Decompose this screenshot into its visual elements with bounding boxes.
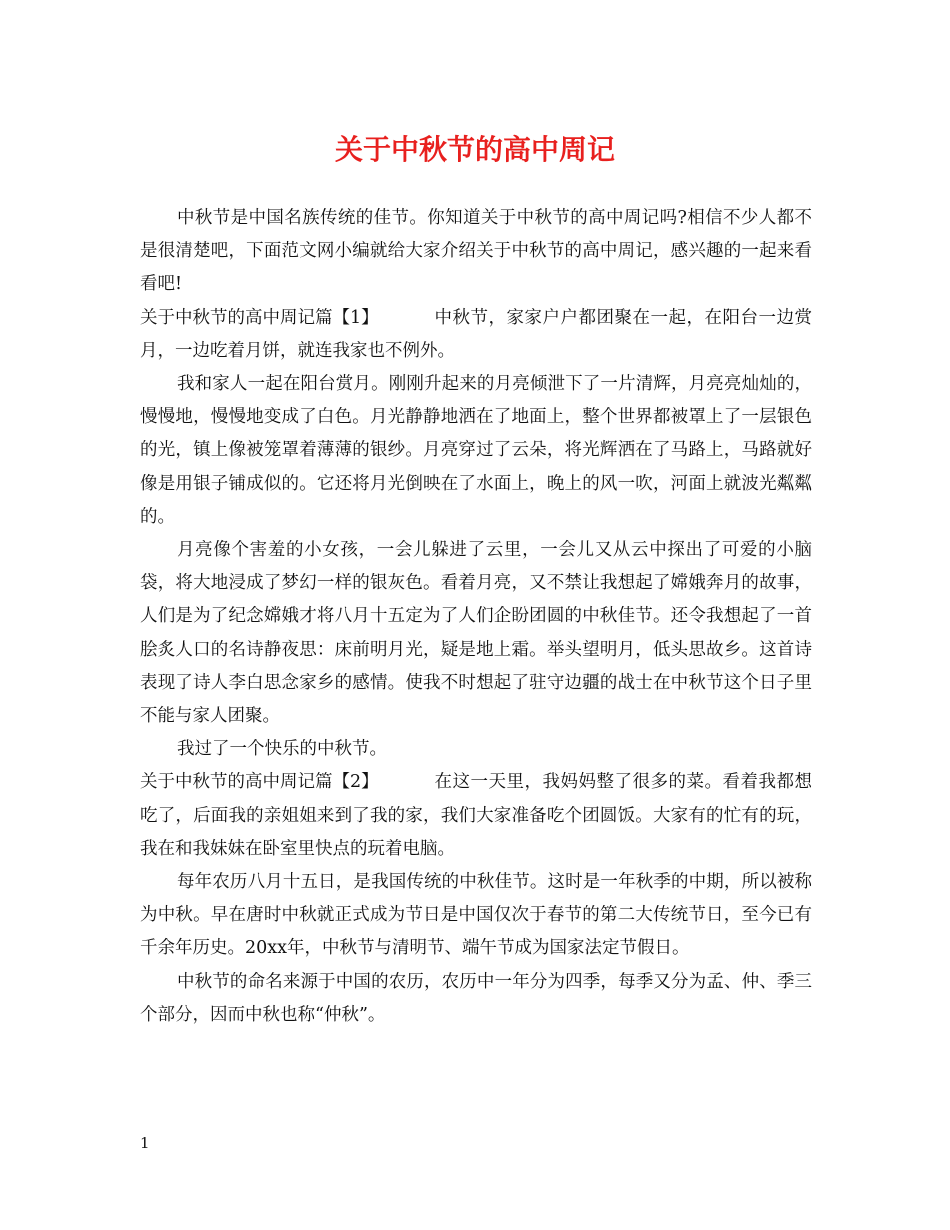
page-number: 1 (140, 1134, 150, 1152)
paragraph-section-2 (140, 766, 812, 866)
paragraph-section-1 (140, 302, 812, 368)
paragraph-happy (140, 733, 812, 766)
paragraph-text: 中秋节是中国名族传统的佳节。你知道关于中秋节的高中周记吗?相信不少人都不是很清楚吧，下面范文网小编就给大家介绍关于中秋节的高中周记，感兴趣的一起来看看吧! (140, 208, 812, 295)
paragraph-text: 月亮像个害羞的小女孩，一会儿躲进了云里，一会儿又从云中探出了可爱的小脑袋，将大地浸成了梦幻一样的银灰色。看着月亮，又不禁让我想起了嫦娥奔月的故事，人们是为了纪念嫦娥才将八月十五定为了人们企盼团圆的中秋佳节。还令我想起了一首脍炙人口的名诗静夜思：床前明月光，疑是地上霜。举头望明月，低头思故乡。这首诗表现了诗人李白思念家乡的感情。使我不时想起了驻守边疆的战士在中秋节这个日子里不能与家人团聚。 (140, 540, 812, 727)
paragraph-text: 在这一天里，我妈妈整了很多的菜。看着我都想吃了，后面我的亲姐姐来到了我的家，我们大家准备吃个团圆饭。大家有的忙有的玩，我在和我妹妹在卧室里快点的玩着电脑。 (140, 772, 812, 859)
paragraph-history (140, 866, 812, 966)
paragraph-text: 我过了一个快乐的中秋节。 (177, 739, 387, 760)
paragraph-intro (140, 202, 812, 302)
paragraph-naming (140, 966, 812, 1032)
paragraph-moon-girl (140, 534, 812, 733)
section-heading: 关于中秋节的高中周记篇【1】 (140, 307, 379, 328)
section-heading: 关于中秋节的高中周记篇【2】 (140, 772, 379, 793)
paragraph-moon-view (140, 368, 812, 534)
paragraph-text: 中秋节，家家户户都团聚在一起，在阳台一边赏月，一边吃着月饼，就连我家也不例外。 (140, 307, 812, 361)
paragraph-text: 中秋节的命名来源于中国的农历，农历中一年分为四季，每季又分为孟、仲、季三个部分，因而中秋也称“仲秋”。 (140, 971, 812, 1025)
page-title: 关于中秋节的高中周记 (334, 133, 615, 166)
paragraph-text: 每年农历八月十五日，是我国传统的中秋佳节。这时是一年秋季的中期，所以被称为中秋。早在唐时中秋就正式成为节日是中国仅次于春节的第二大传统节日，至今已有千余年历史。20xx年，中秋节与清明节、端午节成为国家法定节假日。 (140, 872, 812, 959)
document-body (140, 202, 812, 1032)
paragraph-text: 我和家人一起在阳台赏月。刚刚升起来的月亮倾泄下了一片清辉，月亮亮灿灿的，慢慢地，慢慢地变成了白色。月光静静地洒在了地面上，整个世界都被罩上了一层银色的光，镇上像被笼罩着薄薄的银纱。月亮穿过了云朵，将光辉洒在了马路上，马路就好像是用银子铺成似的。它还将月光倒映在了水面上，晚上的风一吹，河面上就波光粼粼的。 (140, 374, 812, 527)
